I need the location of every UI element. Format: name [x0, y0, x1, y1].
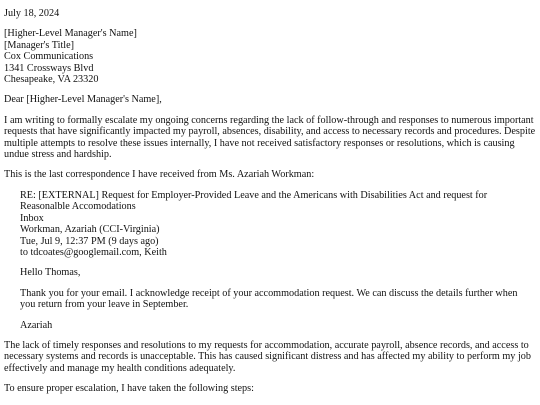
salutation: Dear [Higher-Level Manager's Name], [4, 94, 162, 106]
quoted-email-signoff: Azariah [20, 319, 53, 331]
quoted-email-sender: Workman, Azariah (CCI-Virginia) [20, 224, 160, 236]
quoted-email [20, 190, 528, 331]
quoted-email-body: Thank you for your email. I acknowledge receipt of your accommodation request. We can discuss the details further when you return from your leave in September. [20, 287, 518, 311]
paragraph-steps-intro: To ensure proper escalation, I have taken the following steps: [4, 383, 254, 395]
recipient-address [4, 28, 536, 85]
letter-date: July 18, 2024 [4, 8, 60, 19]
recipient-company: Cox Communications [4, 51, 94, 63]
paragraph-correspondence-intro: This is the last correspondence I have received from Ms. Azariah Workman: [4, 169, 315, 181]
recipient-street: 1341 Crossways Blvd [4, 62, 94, 74]
recipient-name: [Higher-Level Manager's Name] [4, 28, 137, 40]
paragraph-escalation: I am writing to formally escalate my ongoing concerns regarding the lack of follow-through and responses to numerous important requests that have significantly impacted my payroll, absences, disability, and access to necessary records and procedures. Despite multiple attempts to resolve these issues internally, I have not received satisfactory responses or resolutions, which is causing undue stress and hardship. [4, 114, 536, 161]
quoted-email-folder: Inbox [20, 212, 44, 224]
paragraph-impact: The lack of timely responses and resolutions to my requests for accommodation, accurate payroll, absence records, and access to necessary systems and records is unacceptable. This has caused significant distress and has affected my ability to perform my job effectively and manage my health conditions adequately. [4, 339, 531, 374]
recipient-city: Chesapeake, VA 23320 [4, 74, 99, 86]
quoted-email-recipients: to tdcoates@googlemail.com, Keith [20, 246, 167, 258]
quoted-email-sent: Tue, Jul 9, 12:37 PM (9 days ago) [20, 235, 159, 247]
quoted-email-greeting: Hello Thomas, [20, 267, 81, 279]
quoted-email-header [20, 190, 528, 258]
quoted-email-subject: RE: [EXTERNAL] Request for Employer-Provided Leave and the Americans with Disabilities Act and request for Reasonalble Accomodations [20, 189, 488, 213]
recipient-title: [Manager's Title] [4, 39, 75, 51]
